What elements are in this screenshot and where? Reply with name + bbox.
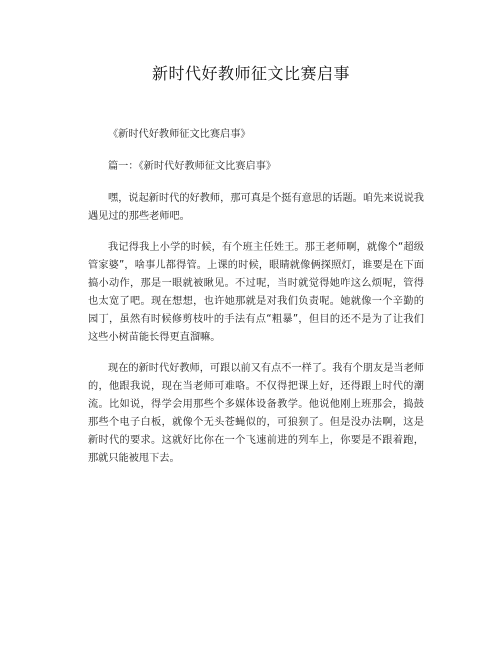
document-subtitle: 《新时代好教师征文比赛启事》 bbox=[108, 129, 251, 140]
paragraph-2: 我记得我上小学的时候，有个班主任姓王。那王老师啊，就像个“超级管家婆”，啥事儿都得管。上课的时候，眼睛就像俩探照灯，谁要是在下面搞小动作，那是一眼就被瞅见。不过呢，当时就觉得她咋这么烦呢，管得也太宽了吧。现在想想，也许她那就是对我们负责呢。她就像一个辛勤的园丁，虽然有时候修剪枝叶的手法有点“粗暴”，但目的还不是为了让我们这些小树苗能长得更直溜嘛。 bbox=[88, 242, 424, 343]
section-heading: 篇一：《新时代好教师征文比赛启事》 bbox=[108, 161, 277, 172]
paragraph-3: 现在的新时代好教师，可跟以前又有点不一样了。我有个朋友是当老师的，他跟我说，现在当老师可难咯。不仅得把课上好，还得跟上时代的潮流。比如说，得学会用那些个多媒体设备教学。他说他刚上班那会，捣鼓那些个电子白板，就像个无头苍蝇似的，可狼狈了。但是没办法啊，这是新时代的要求。这就好比你在一个飞速前进的列车上，你要是不跟着跑，那就只能被甩下去。 bbox=[88, 363, 424, 464]
paragraph-1: 嘿，说起新时代的好教师，那可真是个挺有意思的话题。咱先来说说我遇见过的那些老师吧。 bbox=[88, 193, 424, 222]
document-body bbox=[88, 126, 424, 481]
document-title: 新时代好教师征文比赛启事 bbox=[151, 64, 350, 83]
